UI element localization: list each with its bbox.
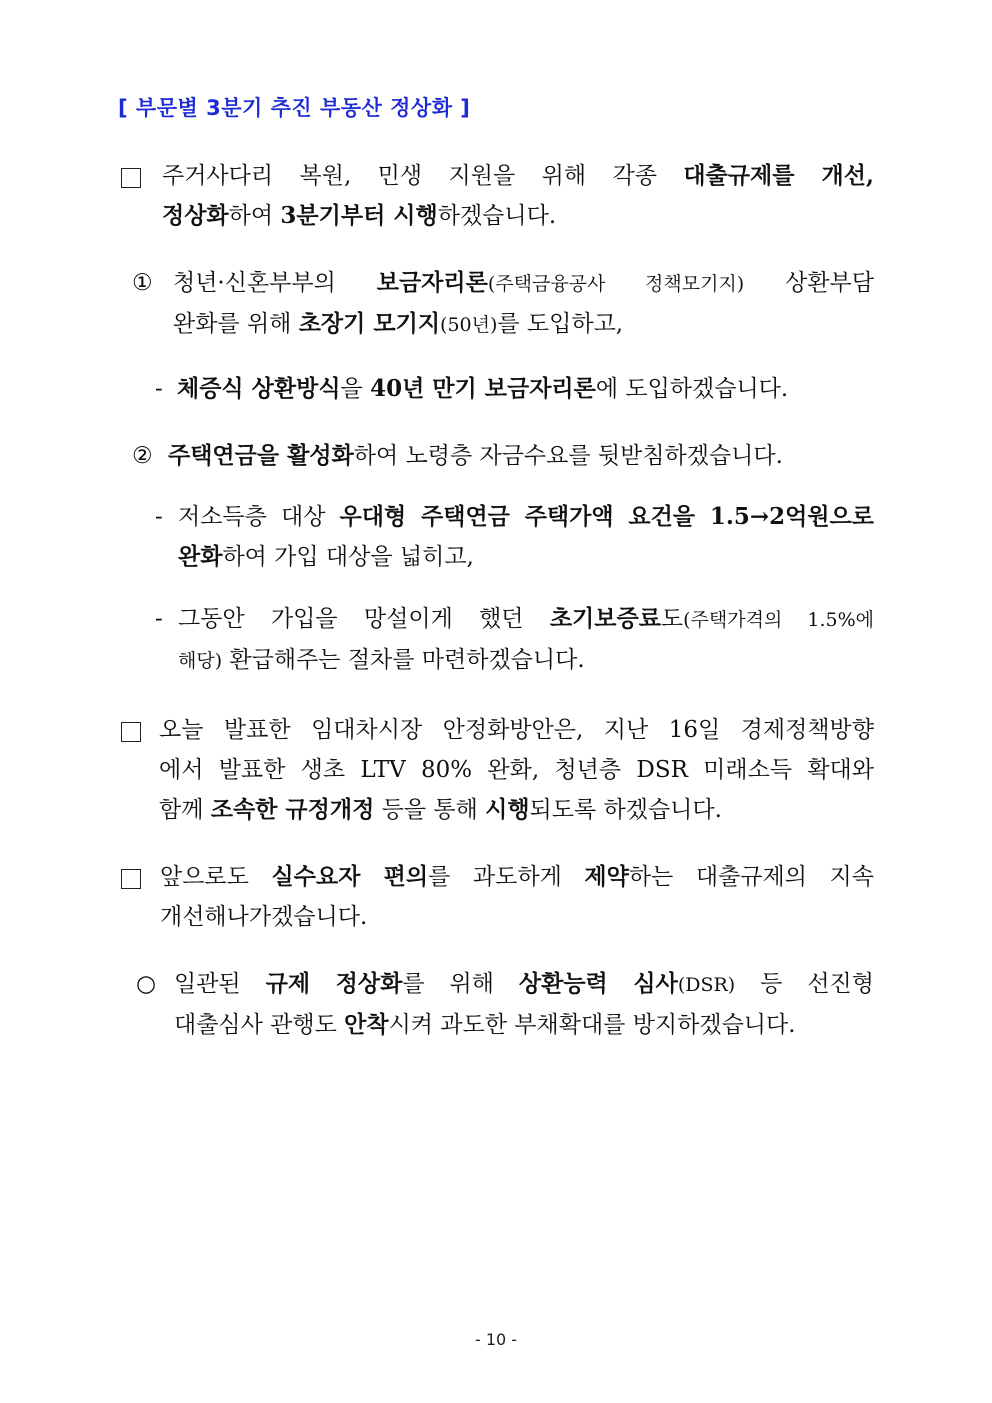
- paragraph-bogeumjari: [173, 263, 874, 345]
- paragraph-line: 에서 발표한 생초 LTV 80% 완화, 청년층 DSR 미래소득 확대와: [159, 757, 874, 783]
- paragraph-line: 그동안 가입을 망설이게 했던 초기보증료도(주택가격의 1.5%에: [178, 605, 874, 632]
- paragraph-low-income-pension: [178, 497, 874, 577]
- paragraph-line: 오늘 발표한 임대차시장 안정화방안은, 지난 16일 경제정책방향: [159, 717, 874, 743]
- dash-marker: -: [155, 504, 163, 530]
- paragraph-line: 정상화하여 3분기부터 시행하겠습니다.: [162, 202, 557, 229]
- paragraph-line: 함께 조속한 규정개정 등을 통해 시행되도록 하겠습니다.: [159, 796, 722, 823]
- checkbox-square-icon: [121, 722, 141, 742]
- paragraph-rental-market: [159, 710, 874, 830]
- paragraph-line: 저소득층 대상 우대형 주택연금 주택가액 요건을 1.5→2억원으로: [178, 503, 874, 530]
- page-number: - 10 -: [474, 1330, 518, 1349]
- paragraph-dsr-screening: [174, 964, 874, 1045]
- checkbox-square-icon: [121, 168, 141, 188]
- paragraph-line: 개선해나가겠습니다.: [160, 904, 368, 930]
- paragraph-line: 완화를 위해 초장기 모기지(50년)를 도입하고,: [173, 310, 624, 337]
- paragraph-line: 앞으로도 실수요자 편의를 과도하게 제약하는 대출규제의 지속: [160, 863, 874, 890]
- paragraph-loan-regulation: [162, 156, 874, 236]
- paragraph-future-improvement: [160, 857, 874, 937]
- dash-marker: -: [155, 376, 163, 402]
- circled-one-marker: ①: [132, 270, 153, 296]
- paragraph-line: 대출심사 관행도 안착시켜 과도한 부채확대를 방지하겠습니다.: [174, 1011, 796, 1038]
- paragraph-line: 주택연금을 활성화하여 노령층 자금수요를 뒷받침하겠습니다.: [168, 442, 783, 469]
- paragraph-line: 일관된 규제 정상화를 위해 상환능력 심사(DSR) 등 선진형: [174, 970, 874, 997]
- circled-two-marker: ②: [132, 443, 153, 469]
- paragraph-line: 해당) 환급해주는 절차를 마련하겠습니다.: [178, 647, 585, 673]
- paragraph-line: 청년·신혼부부의 보금자리론(주택금융공사 정책모기지) 상환부담: [173, 269, 874, 296]
- circle-bullet-marker: ○: [136, 971, 157, 997]
- paragraph-initial-guarantee-fee: [178, 599, 874, 681]
- paragraph-line: 주거사다리 복원, 민생 지원을 위해 각종 대출규제를 개선,: [162, 162, 874, 189]
- paragraph-line: 체증식 상환방식을 40년 만기 보금자리론에 도입하겠습니다.: [177, 375, 789, 402]
- paragraph-housing-pension: [168, 436, 878, 476]
- dash-marker: -: [155, 606, 163, 632]
- checkbox-square-icon: [121, 869, 141, 889]
- paragraph-graduated-repayment: [177, 369, 877, 409]
- section-title: [ 부문별 3분기 추진 부동산 정상화 ]: [118, 96, 471, 120]
- paragraph-line: 완화하여 가입 대상을 넓히고,: [178, 543, 474, 570]
